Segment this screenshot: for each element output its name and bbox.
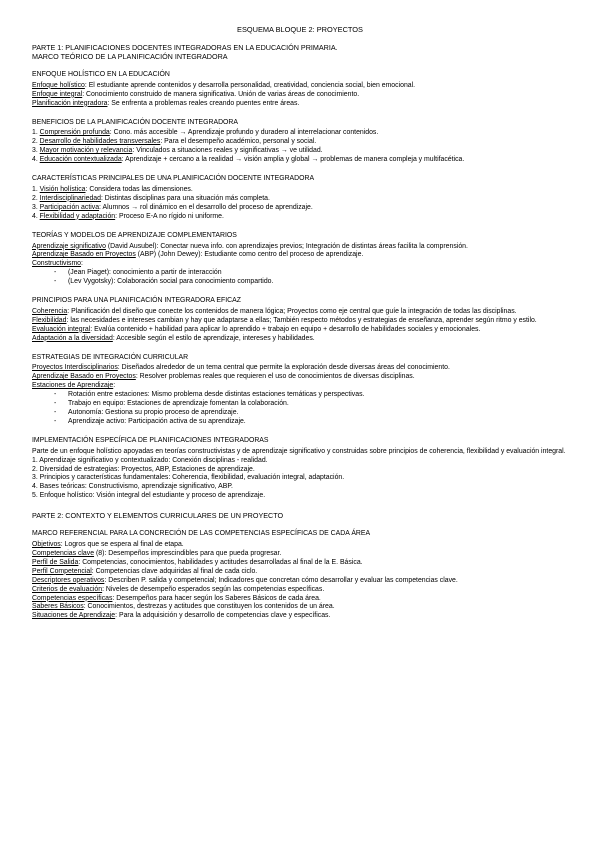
term: Competencias específicas <box>32 594 113 602</box>
term: Educación contextualizada <box>39 156 122 164</box>
list-item: 5. Enfoque holístico: Visión integral del estudiante y proceso de aprendizaje. <box>32 492 266 500</box>
list-item <box>32 577 568 586</box>
list-item <box>32 251 568 260</box>
item-number: 3. <box>32 147 40 155</box>
definition: : Alumnos → rol dinámico en el desarrollo del proceso de aprendizaje. <box>99 203 313 211</box>
term: Objetivos <box>32 541 61 549</box>
item-number: 3. <box>32 203 40 211</box>
definition: : <box>81 260 83 268</box>
list-item <box>32 335 568 344</box>
section-heading: MARCO REFERENCIAL PARA LA CONCRECIÓN DE LAS COMPETENCIAS ESPECÍFICAS DE CADA ÁREA <box>32 530 371 538</box>
list-item <box>32 138 568 147</box>
definition: (8): Desempeños imprescindibles para que pueda progresar. <box>94 549 282 557</box>
list-item <box>32 204 568 213</box>
dash-bullet: - <box>54 278 57 286</box>
definition: : Conocimiento construido de manera significativa. Unión de varias áreas de conocimiento. <box>82 90 360 98</box>
section-enfoque <box>32 71 568 109</box>
section-heading: BENEFICIOS DE LA PLANIFICACIÓN DOCENTE INTEGRADORA <box>32 118 238 126</box>
term: Saberes Básicos <box>32 603 84 611</box>
definition: : Logros que se espera al final de etapa. <box>60 541 184 549</box>
list-item <box>32 373 568 382</box>
sub-item-text: Aprendizaje activo: Participación activa de su aprendizaje. <box>68 417 246 425</box>
sub-list-item <box>32 278 568 287</box>
list-item <box>32 82 568 91</box>
list-item <box>32 100 568 109</box>
list-item <box>32 195 568 204</box>
definition: : Considera todas las dimensiones. <box>85 185 193 193</box>
sub-list-item <box>32 391 568 400</box>
dash-bullet: - <box>54 269 57 277</box>
list-item <box>32 317 568 326</box>
item-number: 4. <box>32 212 40 220</box>
section-teorias <box>32 232 568 287</box>
definition: : Competencias, conocimientos, habilidades y actitudes desarrolladas al final de la E. Básica. <box>78 558 363 566</box>
definition: : Desempeños para hacer según los Saberes Básicos de cada área. <box>112 594 321 602</box>
term: Desarrollo de habilidades transversales <box>39 138 161 146</box>
list-item <box>32 243 568 252</box>
definition: : El estudiante aprende contenidos y desarrolla personalidad, creatividad, conciencia social, bien emocional. <box>84 81 416 89</box>
part1-title: PARTE 1: PLANIFICACIONES DOCENTES INTEGRADORAS EN LA EDUCACIÓN PRIMARIA. <box>32 42 338 52</box>
term: Mayor motivación y relevancia <box>39 147 133 155</box>
term: Aprendizaje Basado en Proyectos <box>32 373 136 381</box>
list-item <box>32 541 568 550</box>
term: Flexibilidad <box>32 316 67 324</box>
list-item <box>32 186 568 195</box>
list-item: 2. Diversidad de estrategias: Proyectos, ABP, Estaciones de aprendizaje. <box>32 465 255 473</box>
list-item <box>32 129 568 138</box>
term: Constructivismo <box>32 260 82 268</box>
list-item <box>32 91 568 100</box>
sub-list-item <box>32 400 568 409</box>
section-principios <box>32 297 568 344</box>
definition: : Distintas disciplinas para una situación más completa. <box>100 194 270 202</box>
list-item <box>32 260 568 269</box>
section-heading: ENFOQUE HOLÍSTICO EN LA EDUCACIÓN <box>32 70 170 78</box>
term: Perfil de Salida <box>32 558 79 566</box>
section-heading: CARACTERÍSTICAS PRINCIPALES DE UNA PLANIFICACIÓN DOCENTE INTEGRADORA <box>32 175 315 183</box>
list-item <box>32 568 568 577</box>
section-heading: TEORÍAS Y MODELOS DE APRENDIZAJE COMPLEMENTARIOS <box>32 231 237 239</box>
term: Coherencia <box>32 307 68 315</box>
dash-bullet: - <box>54 391 57 399</box>
definition: : Aprendizaje + cercano a la realidad → visión amplia y global → problemas de manera compleja y multifacética. <box>121 156 465 164</box>
definition: : Accesible según el estilo de aprendizaje, intereses y habilidades. <box>112 334 315 342</box>
section-marco <box>32 530 568 621</box>
list-item <box>32 612 568 621</box>
term: Comprensión profunda <box>39 129 110 137</box>
term: Competencias clave <box>32 549 95 557</box>
item-number: 2. <box>32 194 40 202</box>
item-number: 1. <box>32 185 40 193</box>
term: Criterios de evaluación <box>32 585 103 593</box>
list-item <box>32 147 568 156</box>
term: Adaptación a la diversidad <box>32 334 113 342</box>
definition: : Diseñados alrededor de un tema central que permite la exploración desde diversas áreas del conocimiento. <box>117 364 450 372</box>
item-number: 4. <box>32 156 40 164</box>
list-item: 4. Bases teóricas: Constructivismo, aprendizaje significativo, ABP. <box>32 483 233 491</box>
sub-item-text: (Jean Piaget): conocimiento a partir de interacción <box>68 269 222 277</box>
definition: : Evalúa contenido + habilidad para aplicar lo aprendido + trabajo en equipo + desarrollo de habilidades sociales y emocionales. <box>90 325 481 333</box>
term: Enfoque holístico <box>32 81 85 89</box>
definition: : Se enfrenta a problemas reales creando puentes entre áreas. <box>107 99 300 107</box>
term: Situaciones de Aprendizaje <box>32 612 116 620</box>
definition: : Para el desempeño académico, personal y social. <box>160 138 317 146</box>
section-intro: Parte de un enfoque holístico apoyadas en teorías constructivistas y de aprendizaje significativo y construidas sobre principios de coherencia, flexibilidad y evaluación integral. <box>32 447 566 455</box>
term: Aprendizaje significativo <box>32 242 106 250</box>
term: Visión holística <box>39 185 86 193</box>
definition: : Planificación del diseño que conecte los contenidos de manera lógica; Proyectos como eje central que guíe la integración de todas las disciplinas. <box>67 307 517 315</box>
definition: : Conocimientos, destrezas y actitudes que constituyen los contenidos de un área. <box>83 603 335 611</box>
section-beneficios <box>32 119 568 166</box>
term: Estaciones de Aprendizaje <box>32 382 114 390</box>
definition: : las necesidades e intereses cambian y hay que adaptarse a ellas; También respecto métodos y estrategias de enseñanza, aprender según ritmo y estilo. <box>66 316 537 324</box>
sub-list-item <box>32 418 568 427</box>
list-item <box>32 364 568 373</box>
term: Perfil Competencial <box>32 567 92 575</box>
list-item <box>32 156 568 165</box>
list-item <box>32 382 568 391</box>
term: Flexibilidad y adaptación <box>39 212 116 220</box>
definition: : Competencias clave adquiridas al final de cada ciclo. <box>91 567 258 575</box>
section-implementacion <box>32 437 568 501</box>
definition: (David Ausubel): Conectar nueva info. con aprendizajes previos; Integración de distintas áreas facilita la comprensión. <box>105 242 468 250</box>
definition: : Proceso E-A no rígido ni uniforme. <box>115 212 224 220</box>
definition: : Niveles de desempeño esperados según las competencias específicas. <box>102 585 325 593</box>
sub-item-text: Trabajo en equipo: Estaciones de aprendizaje fomentan la colaboración. <box>68 400 289 408</box>
term: Participación activa <box>39 203 100 211</box>
list-item <box>32 595 568 604</box>
list-item <box>32 603 568 612</box>
definition: : Resolver problemas reales que requieren el uso de conocimientos de diversas disciplinas. <box>135 373 415 381</box>
list-item <box>32 213 568 222</box>
definition: : <box>113 382 116 390</box>
list-item <box>32 586 568 595</box>
list-item <box>32 559 568 568</box>
term: Planificación integradora <box>32 99 108 107</box>
document-title: ESQUEMA BLOQUE 2: PROYECTOS <box>237 25 363 34</box>
definition: : Para la adquisición y desarrollo de competencias clave y específicas. <box>115 612 331 620</box>
dash-bullet: - <box>54 409 57 416</box>
sub-list-item <box>32 409 568 418</box>
term: Descriptores operativos <box>32 576 105 584</box>
definition: : Describen P. salida y competencial; Indicadores que concretan cómo desarrollar y evaluar las competencias clave. <box>104 576 458 584</box>
definition: : Vinculados a situaciones reales y significativas → ve utilidad. <box>132 147 323 155</box>
part1-subtitle: MARCO TEÓRICO DE LA PLANIFICACIÓN INTEGRADORA <box>32 51 228 61</box>
section-heading: IMPLEMENTACIÓN ESPECÍFICA DE PLANIFICACIONES INTEGRADORAS <box>32 436 269 444</box>
definition: : Cono. más accesible → Aprendizaje profundo y duradero al interrelacionar contenidos. <box>109 129 379 137</box>
term: Interdisciplinariedad <box>39 194 101 202</box>
list-item <box>32 550 568 559</box>
item-number: 1. <box>32 129 40 137</box>
item-number: 2. <box>32 138 40 146</box>
term: Aprendizaje Basado en Proyectos <box>32 251 136 259</box>
dash-bullet: - <box>54 400 57 408</box>
sub-item-text: Autonomía: Gestiona su propio proceso de aprendizaje. <box>68 409 239 416</box>
list-item: 3. Principios y características fundamentales: Coherencia, flexibilidad, evaluación integral, adaptación. <box>32 474 345 482</box>
part2-title: PARTE 2: CONTEXTO Y ELEMENTOS CURRICULARES DE UN PROYECTO <box>32 511 284 521</box>
sub-item-text: Rotación entre estaciones: Mismo problema desde distintas estaciones temáticas y perspectivas. <box>68 391 365 399</box>
definition: (ABP) (John Dewey): Estudiante como centro del proceso de aprendizaje. <box>135 251 364 259</box>
term: Evaluación integral <box>32 325 91 333</box>
section-heading: PRINCIPIOS PARA UNA PLANIFICACIÓN INTEGRADORA EFICAZ <box>32 297 241 305</box>
sub-list-item <box>32 269 568 278</box>
term: Enfoque integral <box>32 90 83 98</box>
section-caracteristicas <box>32 175 568 222</box>
dash-bullet: - <box>54 417 57 425</box>
list-item <box>32 326 568 335</box>
list-item: 1. Aprendizaje significativo y contextualizado: Conexión disciplinas - realidad. <box>32 456 268 464</box>
sub-item-text: (Lev Vygotsky): Colaboración social para conocimiento compartido. <box>68 278 274 286</box>
section-estrategias <box>32 354 568 427</box>
section-heading: ESTRATEGIAS DE INTEGRACIÓN CURRICULAR <box>32 353 189 361</box>
term: Proyectos Interdisciplinarios <box>32 364 118 372</box>
list-item <box>32 308 568 317</box>
